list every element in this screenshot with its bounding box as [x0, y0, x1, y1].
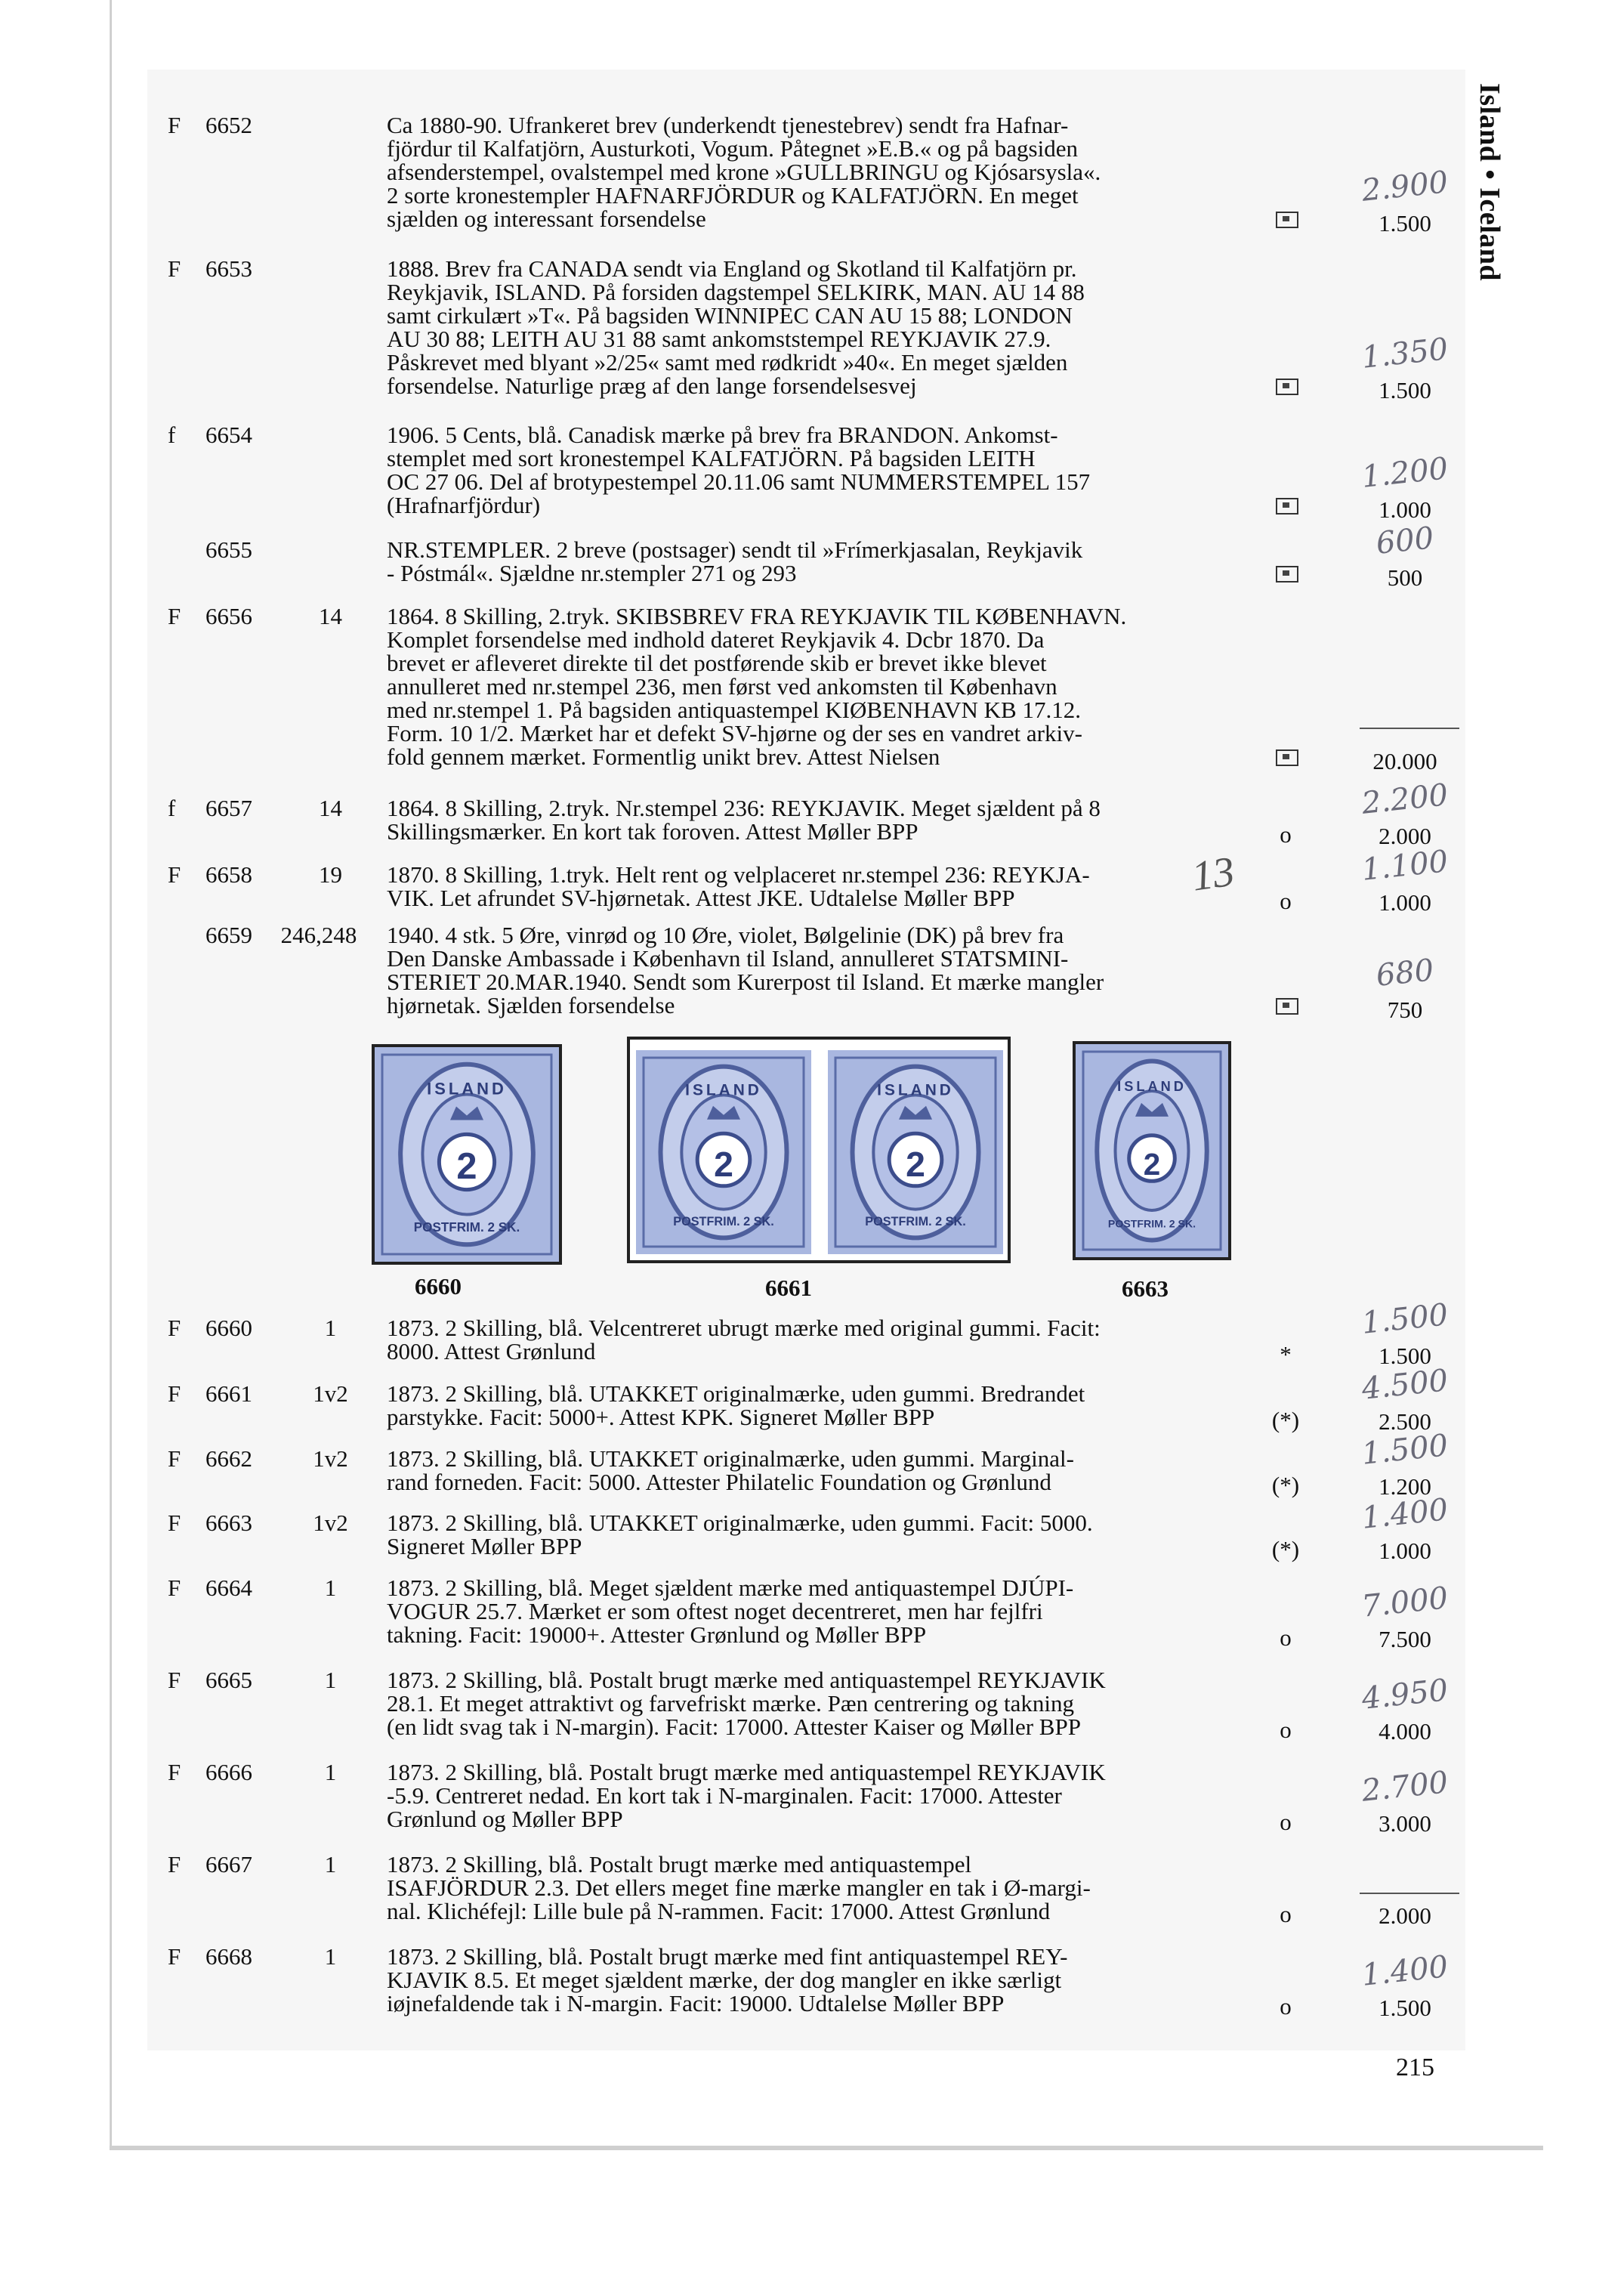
cover-icon — [1276, 379, 1298, 395]
lot-number: 6664 — [205, 1575, 252, 1601]
handwritten-hammer-price: 2.700 — [1360, 1765, 1450, 1809]
lot-flag: F — [168, 1851, 181, 1877]
estimate-price: 500 — [1387, 564, 1423, 591]
description-line: parstykke. Facit: 5000+. Attest KPK. Signeret Møller BPP — [387, 1404, 935, 1430]
lot-flag: f — [168, 795, 176, 821]
estimate-price: 1.000 — [1379, 496, 1431, 523]
handwritten-hammer-price: 4.500 — [1360, 1363, 1450, 1407]
handwritten-hammer-price: 2.200 — [1360, 777, 1450, 821]
description-line: 28.1. Et meget attraktivt og farvefriskt mærke. Pæn centrering og takning — [387, 1690, 1074, 1717]
catalogue-number: 1v2 — [313, 1510, 348, 1536]
condition-symbol: (*) — [1271, 1407, 1300, 1433]
description-line: OC 27 06. Del af brotypestempel 20.11.06 samt NUMMERSTEMPEL 157 — [387, 468, 1091, 495]
estimate-price: 20.000 — [1372, 748, 1437, 774]
condition-symbol: o — [1280, 1717, 1292, 1743]
stamp-caption: 6661 — [765, 1275, 812, 1301]
description-line: samt cirkulært »T«. På bagsiden WINNIPEC CAN AU 15 88; LONDON — [387, 302, 1073, 329]
lot-number: 6668 — [205, 1943, 252, 1970]
description-line: 1873. 2 Skilling, blå. UTAKKET originalmærke, uden gummi. Marginal- — [387, 1445, 1074, 1472]
condition-symbol: o — [1280, 1901, 1292, 1927]
lot-number: 6665 — [205, 1667, 252, 1693]
catalogue-number: 1 — [324, 1943, 337, 1970]
lot-number: 6654 — [205, 422, 252, 448]
description-line: 1940. 4 stk. 5 Øre, vinrød og 10 Øre, violet, Bølgelinie (DK) på brev fra — [387, 922, 1064, 948]
description-line: sjælden og interessant forsendelse — [387, 206, 706, 232]
description-line: 1873. 2 Skilling, blå. Postalt brugt mærke med antiquastempel REYKJAVIK — [387, 1667, 1106, 1693]
lot-number: 6656 — [205, 603, 252, 629]
catalogue-number: 1 — [324, 1315, 337, 1341]
condition-symbol: (*) — [1271, 1536, 1300, 1562]
lot-description — [387, 1447, 1248, 1494]
stamp-country: ISLAND — [685, 1081, 762, 1099]
description-line: KJAVIK 8.5. Et meget sjældent mærke, der dog mangler en ikke særligt — [387, 1967, 1062, 1993]
condition-symbol: (*) — [1271, 1472, 1300, 1498]
stamp-country: ISLAND — [427, 1079, 507, 1099]
description-line: Ca 1880-90. Ufrankeret brev (underkendt tjenestebrev) sendt fra Hafnar- — [387, 112, 1069, 138]
handwritten-hammer-price: 1.500 — [1360, 1297, 1450, 1341]
description-line: Signeret Møller BPP — [387, 1533, 582, 1559]
catalogue-number: 1 — [324, 1759, 337, 1785]
catalogue-number: 1 — [324, 1667, 337, 1693]
handwritten-hammer-price: 7.000 — [1360, 1581, 1450, 1624]
description-line: ISAFJÖRDUR 2.3. Det ellers meget fine mærke mangler en tak i Ø-margi- — [387, 1874, 1091, 1901]
description-line: -5.9. Centreret nedad. En kort tak i N-marginalen. Facit: 17000. Attester — [387, 1782, 1062, 1809]
lot-flag: F — [168, 112, 181, 138]
lot-description — [387, 1853, 1248, 1923]
description-line: iøjnefaldende tak i N-margin. Facit: 19000. Udtalelse Møller BPP — [387, 1990, 1005, 2016]
condition-symbol: * — [1280, 1341, 1292, 1367]
catalogue-number: 1 — [324, 1851, 337, 1877]
description-line: 1864. 8 Skilling, 2.tryk. Nr.stempel 236: REYKJAVIK. Meget sjældent på 8 — [387, 795, 1101, 821]
lot-flag: F — [168, 1575, 181, 1601]
stamp-image-6660 — [372, 1044, 562, 1265]
estimate-price: 2.000 — [1379, 1902, 1431, 1929]
handwritten-hammer-price: 1.100 — [1360, 844, 1450, 888]
lot-flag: F — [168, 861, 181, 888]
description-line: annulleret med nr.stempel 236, men først ved ankomsten til København — [387, 673, 1057, 700]
estimate-price: 2.000 — [1379, 823, 1431, 849]
catalogue-number: 14 — [319, 795, 342, 821]
description-line: 1870. 8 Skilling, 1.tryk. Helt rent og velplaceret nr.stempel 236: REYKJA- — [387, 861, 1090, 888]
handwritten-hammer-price: 1.350 — [1360, 332, 1450, 375]
lot-description — [387, 538, 1248, 585]
condition-symbol: o — [1280, 821, 1292, 848]
description-line: brevet er afleveret direkte til det postførende skib er brevet ikke blevet — [387, 650, 1047, 676]
description-line: med nr.stempel 1. På bagsiden antiquastempel KIØBENHAVN KB 17.12. — [387, 697, 1081, 723]
description-line: stemplet med sort kronestempel KALFATJÖRN. På bagsiden LEITH — [387, 445, 1036, 471]
stamp-image-6663 — [1073, 1041, 1231, 1260]
estimate-price: 750 — [1387, 997, 1423, 1023]
lot-number: 6653 — [205, 255, 252, 282]
lot-number: 6661 — [205, 1380, 252, 1407]
stamp-inscription: POSTFRIM. 2 SK. — [673, 1215, 774, 1229]
estimate-price: 4.000 — [1379, 1718, 1431, 1744]
lot-flag: F — [168, 1380, 181, 1407]
pencil-line-6667 — [1360, 1893, 1459, 1894]
lot-flag: f — [168, 422, 176, 448]
handwritten-hammer-price: 4.950 — [1360, 1673, 1450, 1717]
lot-number: 6667 — [205, 1851, 252, 1877]
description-line: rand forneden. Facit: 5000. Attester Philatelic Foundation og Grønlund — [387, 1469, 1051, 1495]
stamp-country: ISLAND — [1117, 1079, 1187, 1095]
stamp-design — [636, 1050, 811, 1254]
description-line: 1873. 2 Skilling, blå. Velcentreret ubrugt mærke med original gummi. Facit: — [387, 1315, 1101, 1341]
description-line: 2 sorte kronestempler HAFNARFJÖRDUR og KALFATJÖRN. En meget — [387, 182, 1079, 209]
description-line: fjördur til Kalfatjörn, Austurkoti, Vogum. Påtegnet »E.B.« og på bagsiden — [387, 135, 1078, 162]
lot-description — [387, 923, 1248, 1017]
lot-flag: F — [168, 1510, 181, 1536]
cover-icon — [1276, 212, 1298, 228]
description-line: 1873. 2 Skilling, blå. UTAKKET originalmærke, uden gummi. Facit: 5000. — [387, 1510, 1093, 1536]
estimate-price: 3.000 — [1379, 1810, 1431, 1837]
stamp-country: ISLAND — [877, 1081, 954, 1099]
lot-number: 6652 — [205, 112, 252, 138]
stamp-caption: 6660 — [415, 1273, 462, 1299]
handwritten-hammer-price: 1.400 — [1360, 1492, 1450, 1536]
catalogue-number: 19 — [319, 861, 342, 888]
estimate-price: 1.500 — [1379, 377, 1431, 403]
description-line: 1873. 2 Skilling, blå. Meget sjældent mærke med antiquastempel DJÚPI- — [387, 1575, 1074, 1601]
lot-description — [387, 1511, 1248, 1558]
description-line: STERIET 20.MAR.1940. Sendt som Kurerpost til Island. Et mærke mangler — [387, 969, 1104, 995]
page-number: 215 — [1396, 2054, 1434, 2081]
estimate-price: 1.500 — [1379, 1343, 1431, 1369]
description-line: 1873. 2 Skilling, blå. Postalt brugt mærke med antiquastempel — [387, 1851, 972, 1877]
stamp-single — [828, 1050, 1003, 1254]
description-line: - Póstmál«. Sjældne nr.stempler 271 og 293 — [387, 560, 797, 586]
lot-description — [387, 423, 1248, 517]
lot-description — [387, 257, 1248, 397]
condition-symbol: o — [1280, 1993, 1292, 2020]
stamp-inscription: POSTFRIM. 2 SK. — [413, 1220, 520, 1235]
stamp-value: 2 — [714, 1145, 733, 1184]
description-line: NR.STEMPLER. 2 breve (postsager) sendt til »Frímerkjasalan, Reykjavik — [387, 536, 1083, 563]
stamp-single — [375, 1047, 559, 1262]
lot-flag: F — [168, 255, 181, 282]
description-line: 1873. 2 Skilling, blå. UTAKKET originalmærke, uden gummi. Bredrandet — [387, 1380, 1085, 1407]
description-line: VOGUR 25.7. Mærket er som oftest noget decentreret, men har fejlfri — [387, 1598, 1043, 1624]
description-line: 1888. Brev fra CANADA sendt via England og Skotland til Kalfatjörn pr. — [387, 255, 1077, 282]
estimate-price: 1.500 — [1379, 1995, 1431, 2021]
description-line: 1864. 8 Skilling, 2.tryk. SKIBSBREV FRA REYKJAVIK TIL KØBENHAVN. — [387, 603, 1127, 629]
description-line: takning. Facit: 19000+. Attester Grønlund og Møller BPP — [387, 1621, 927, 1648]
lot-number: 6659 — [205, 922, 252, 948]
page-shadow — [110, 2146, 1543, 2150]
handwritten-hammer-price: 600 — [1374, 521, 1436, 561]
description-line: (Hrafnarfjördur) — [387, 492, 541, 518]
lot-description — [387, 1945, 1248, 2015]
stamp-single — [636, 1050, 811, 1254]
lot-number: 6660 — [205, 1315, 252, 1341]
catalogue-number: 1v2 — [313, 1445, 348, 1472]
stamp-value: 2 — [1143, 1147, 1161, 1182]
handwritten-hammer-price: 680 — [1374, 953, 1436, 994]
description-line: afsenderstempel, ovalstempel med krone »GULLBRINGU og Kjósarsysla«. — [387, 159, 1101, 185]
lot-description — [387, 1668, 1248, 1738]
description-line: forsendelse. Naturlige præg af den lange forsendelsesvej — [387, 372, 917, 399]
lot-description — [387, 1576, 1248, 1646]
cover-icon — [1276, 998, 1298, 1015]
description-line: AU 30 88; LEITH AU 31 88 samt ankomststempel REYKJAVIK 27.9. — [387, 326, 1051, 352]
lot-number: 6662 — [205, 1445, 252, 1472]
lot-number: 6658 — [205, 861, 252, 888]
stamp-image-6661 — [627, 1037, 1011, 1263]
lot-description — [387, 113, 1248, 230]
estimate-price: 2.500 — [1379, 1408, 1431, 1435]
description-line: 1873. 2 Skilling, blå. Postalt brugt mærke med antiquastempel REYKJAVIK — [387, 1759, 1106, 1785]
lot-number: 6657 — [205, 795, 252, 821]
cover-icon — [1276, 749, 1298, 766]
lot-description — [387, 796, 1248, 843]
description-line: hjørnetak. Sjælden forsendelse — [387, 992, 675, 1018]
stamp-caption: 6663 — [1122, 1275, 1169, 1302]
description-line: 1873. 2 Skilling, blå. Postalt brugt mærke med fint antiquastempel REY- — [387, 1943, 1068, 1970]
side-label-text: Island • Iceland — [1474, 83, 1505, 282]
side-label — [1474, 83, 1515, 325]
description-line: VIK. Let afrundet SV-hjørnetak. Attest JKE. Udtalelse Møller BPP — [387, 885, 1015, 911]
stamp-design — [1076, 1044, 1228, 1257]
description-line: 1906. 5 Cents, blå. Canadisk mærke på brev fra BRANDON. Ankomst- — [387, 422, 1058, 448]
cover-icon — [1276, 498, 1298, 515]
description-line: Den Danske Ambassade i København til Island, annulleret STATSMINI- — [387, 945, 1069, 972]
condition-symbol: o — [1280, 1809, 1292, 1835]
handwritten-hammer-price: 1.400 — [1360, 1949, 1450, 1993]
catalogue-number: 246,248 — [280, 922, 357, 948]
lot-flag: F — [168, 1943, 181, 1970]
estimate-price: 1.200 — [1379, 1473, 1431, 1500]
condition-symbol: o — [1280, 1624, 1292, 1651]
stamp-value: 2 — [456, 1146, 477, 1187]
description-line: Komplet forsendelse med indhold dateret Reykjavik 4. Dcbr 1870. Da — [387, 626, 1045, 653]
description-line: fold gennem mærket. Formentlig unikt brev. Attest Nielsen — [387, 743, 940, 770]
handwritten-hammer-price: 2.900 — [1360, 165, 1450, 209]
estimate-price: 1.500 — [1379, 210, 1431, 236]
description-line: Grønlund og Møller BPP — [387, 1806, 623, 1832]
handwritten-note: 13 — [1188, 848, 1238, 901]
lot-flag: F — [168, 603, 181, 629]
pencil-line-6656 — [1360, 728, 1459, 729]
description-line: Skillingsmærker. En kort tak foroven. Attest Møller BPP — [387, 818, 919, 845]
lot-description — [387, 863, 1248, 910]
description-line: (en lidt svag tak i N-margin). Facit: 17000. Attester Kaiser og Møller BPP — [387, 1714, 1081, 1740]
handwritten-hammer-price: 1.500 — [1360, 1428, 1450, 1472]
stamp-value: 2 — [906, 1145, 925, 1184]
handwritten-hammer-price: 1.200 — [1360, 451, 1450, 495]
catalogue-number: 1v2 — [313, 1380, 348, 1407]
lot-description — [387, 604, 1248, 768]
description-line: nal. Klichéfejl: Lille bule på N-rammen. Facit: 17000. Attest Grønlund — [387, 1898, 1051, 1924]
condition-symbol: o — [1280, 888, 1292, 914]
stamp-design — [375, 1047, 559, 1262]
lot-number: 6666 — [205, 1759, 252, 1785]
lot-flag: F — [168, 1445, 181, 1472]
estimate-price: 1.000 — [1379, 889, 1431, 916]
lot-description — [387, 1382, 1248, 1429]
description-line: Reykjavik, ISLAND. På forsiden dagstempel SELKIRK, MAN. AU 14 88 — [387, 279, 1085, 305]
estimate-price: 1.000 — [1379, 1537, 1431, 1564]
stamp-inscription: POSTFRIM. 2 SK. — [1107, 1217, 1196, 1230]
lot-description — [387, 1316, 1248, 1363]
lot-number: 6655 — [205, 536, 252, 563]
description-line: Påskrevet med blyant »2/25« samt med rødkridt »40«. En meget sjælden — [387, 349, 1068, 375]
catalogue-number: 1 — [324, 1575, 337, 1601]
description-line: Form. 10 1/2. Mærket har et defekt SV-hjørne og der ses en vandret arkiv- — [387, 720, 1082, 746]
catalogue-number: 14 — [319, 603, 342, 629]
stamp-design — [828, 1050, 1003, 1254]
stamp-single — [1076, 1044, 1228, 1257]
stamp-inscription: POSTFRIM. 2 SK. — [865, 1215, 966, 1229]
estimate-price: 7.500 — [1379, 1626, 1431, 1652]
lot-flag: F — [168, 1315, 181, 1341]
lot-number: 6663 — [205, 1510, 252, 1536]
lot-flag: F — [168, 1667, 181, 1693]
cover-icon — [1276, 566, 1298, 583]
lot-description — [387, 1760, 1248, 1831]
lot-flag: F — [168, 1759, 181, 1785]
description-line: 8000. Attest Grønlund — [387, 1338, 596, 1364]
